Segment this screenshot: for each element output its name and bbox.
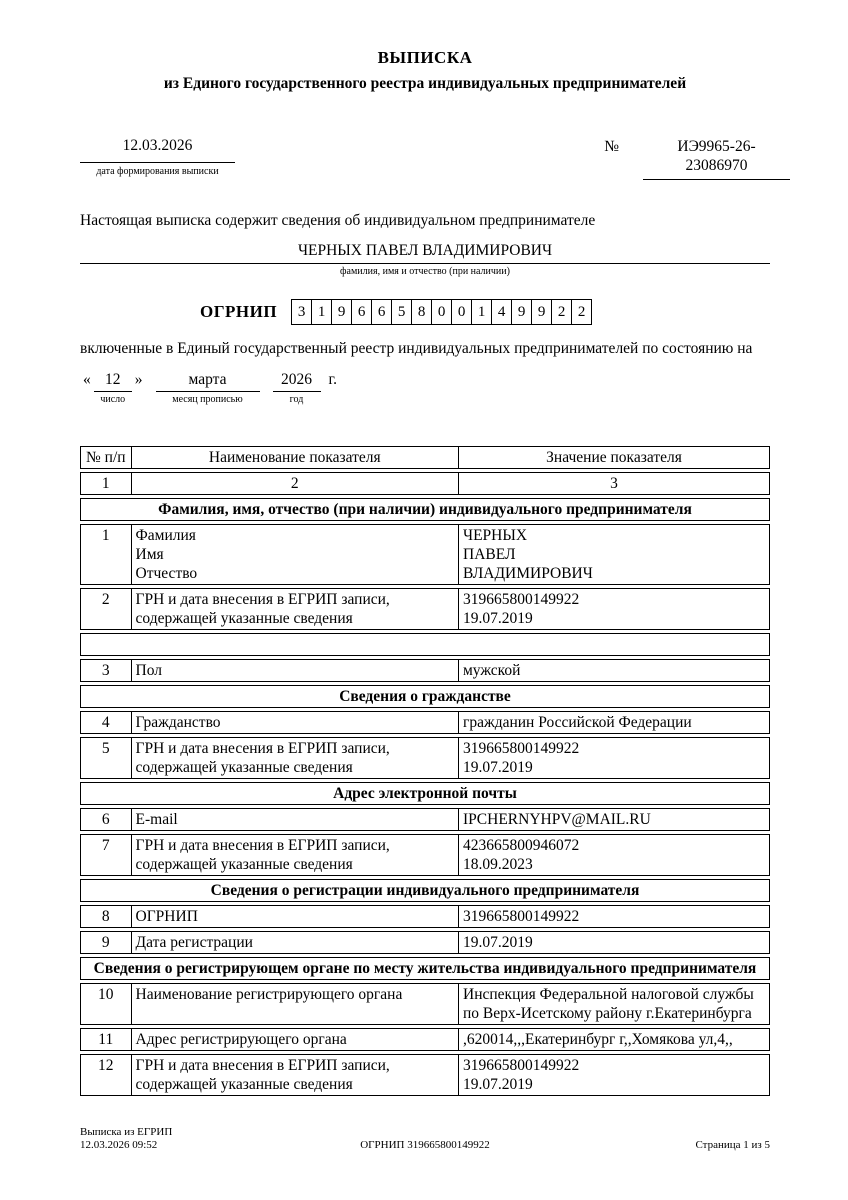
day-segment bbox=[94, 370, 132, 405]
month-segment bbox=[156, 370, 260, 405]
ogrnip-digit-box: 8 bbox=[411, 299, 432, 325]
indicator-name-cell: ГРН и дата внесения в ЕГРИП записи, содержащей указанные сведения bbox=[132, 1054, 459, 1096]
table-row bbox=[80, 588, 770, 630]
table-header-cell: Значение показателя bbox=[459, 446, 770, 469]
table-spacer-row bbox=[80, 633, 770, 656]
ogrnip-digit-box: 1 bbox=[311, 299, 332, 325]
footer bbox=[80, 1126, 770, 1152]
entrepreneur-name: ЧЕРНЫХ ПАВЕЛ ВЛАДИМИРОВИЧ bbox=[80, 242, 770, 264]
indicator-name-cell: Дата регистрации bbox=[132, 931, 459, 954]
page-title: ВЫПИСКА bbox=[377, 48, 473, 67]
form-date-caption: дата формирования выписки bbox=[96, 166, 219, 177]
indicator-value-cell: 319665800149922 19.07.2019 bbox=[459, 1054, 770, 1096]
table-section-row bbox=[80, 957, 770, 980]
ogrnip-digit-box: 5 bbox=[391, 299, 412, 325]
table-section-label: Фамилия, имя, отчество (при наличии) индивидуального предпринимателя bbox=[80, 498, 770, 521]
ogrnip-digit-box: 1 bbox=[471, 299, 492, 325]
row-number-cell: 1 bbox=[80, 524, 132, 585]
table-row bbox=[80, 1054, 770, 1096]
ogrnip-digit-box: 0 bbox=[451, 299, 472, 325]
footer-left bbox=[80, 1126, 290, 1152]
footer-ogrnip: ОГРНИП 319665800149922 bbox=[360, 1139, 490, 1151]
table-row bbox=[80, 737, 770, 779]
table-header-cell: Наименование показателя bbox=[132, 446, 459, 469]
column-number-cell: 2 bbox=[132, 472, 459, 495]
ogrnip-line bbox=[200, 299, 770, 325]
indicator-value-cell: мужской bbox=[459, 659, 770, 682]
ogrnip-label: ОГРНИП bbox=[200, 302, 278, 321]
row-number-cell: 12 bbox=[80, 1054, 132, 1096]
table-section-row bbox=[80, 498, 770, 521]
month-value: марта bbox=[156, 370, 260, 392]
month-caption: месяц прописью bbox=[172, 394, 243, 406]
ogrnip-digit-box: 6 bbox=[351, 299, 372, 325]
indicator-name-cell: Фамилия Имя Отчество bbox=[132, 524, 459, 585]
indicator-value-cell: гражданин Российской Федерации bbox=[459, 711, 770, 734]
table-section-row bbox=[80, 685, 770, 708]
table-row bbox=[80, 711, 770, 734]
table-section-row bbox=[80, 879, 770, 902]
table-row bbox=[80, 659, 770, 682]
doc-number-block bbox=[604, 137, 790, 180]
number-value bbox=[643, 137, 790, 180]
row-number-cell: 11 bbox=[80, 1028, 132, 1051]
table-section-label: Сведения о регистрации индивидуального предпринимателя bbox=[80, 879, 770, 902]
name-caption: фамилия, имя и отчество (при наличии) bbox=[340, 266, 510, 277]
ogrnip-digit-box: 4 bbox=[491, 299, 512, 325]
indicator-value-cell: 319665800149922 19.07.2019 bbox=[459, 588, 770, 630]
year-suffix: г. bbox=[328, 371, 337, 389]
indicator-name-cell: Адрес регистрирующего органа bbox=[132, 1028, 459, 1051]
table-header-row bbox=[80, 446, 770, 469]
form-date-block bbox=[80, 137, 235, 180]
table-row bbox=[80, 931, 770, 954]
indicator-name-cell: Наименование регистрирующего органа bbox=[132, 983, 459, 1025]
table-section-label: Сведения о регистрирующем органе по месту жительства индивидуального предпринимателя bbox=[80, 957, 770, 980]
indicator-value-cell: 19.07.2019 bbox=[459, 931, 770, 954]
indicator-name-cell: ГРН и дата внесения в ЕГРИП записи, содержащей указанные сведения bbox=[132, 737, 459, 779]
table-row bbox=[80, 524, 770, 585]
table-header-cell: № п/п bbox=[80, 446, 132, 469]
row-number-cell: 8 bbox=[80, 905, 132, 928]
ogrnip-boxes bbox=[291, 299, 592, 325]
table-spacer-cell bbox=[80, 633, 770, 656]
row-number-cell: 4 bbox=[80, 711, 132, 734]
extract-table-body bbox=[80, 446, 770, 1096]
table-row bbox=[80, 1028, 770, 1051]
row-number-cell: 7 bbox=[80, 834, 132, 876]
indicator-name-cell: Гражданство bbox=[132, 711, 459, 734]
indicator-value-cell: IPCHERNYHPV@MAIL.RU bbox=[459, 808, 770, 831]
row-number-cell: 2 bbox=[80, 588, 132, 630]
day-caption: число bbox=[100, 394, 126, 406]
year-segment bbox=[273, 370, 321, 405]
indicator-value-cell: 319665800149922 19.07.2019 bbox=[459, 737, 770, 779]
row-number-cell: 3 bbox=[80, 659, 132, 682]
row-number-cell: 6 bbox=[80, 808, 132, 831]
indicator-value-cell: ЧЕРНЫХ ПАВЕЛ ВЛАДИМИРОВИЧ bbox=[459, 524, 770, 585]
day-value: 12 bbox=[94, 370, 132, 392]
day-close-quote: » bbox=[134, 371, 143, 389]
indicator-name-cell: ГРН и дата внесения в ЕГРИП записи, содержащей указанные сведения bbox=[132, 588, 459, 630]
header-fields bbox=[80, 137, 770, 180]
table-section-label: Адрес электронной почты bbox=[80, 782, 770, 805]
row-number-cell: 10 bbox=[80, 983, 132, 1025]
as-of-date-line bbox=[80, 370, 770, 405]
number-sign: № bbox=[604, 138, 619, 155]
ogrnip-digit-box: 2 bbox=[571, 299, 592, 325]
footer-datetime: 12.03.2026 09:52 bbox=[80, 1139, 158, 1151]
year-caption: год bbox=[289, 394, 304, 406]
indicator-value-cell: ,620014,,,Екатеринбург г,,Хомякова ул,4,, bbox=[459, 1028, 770, 1051]
ogrnip-digit-box: 2 bbox=[551, 299, 572, 325]
table-row bbox=[80, 834, 770, 876]
number-line-1: ИЭ9965-26- bbox=[677, 138, 756, 155]
extract-table bbox=[80, 443, 770, 1099]
ogrnip-digit-box: 9 bbox=[531, 299, 552, 325]
indicator-value-cell: 423665800946072 18.09.2023 bbox=[459, 834, 770, 876]
included-text: включенные в Единый государственный реестр индивидуальных предпринимателей по состоянию на bbox=[80, 340, 753, 357]
indicator-value-cell: 319665800149922 bbox=[459, 905, 770, 928]
table-row bbox=[80, 905, 770, 928]
table-row bbox=[80, 983, 770, 1025]
footer-page-number: Страница 1 из 5 bbox=[695, 1139, 770, 1151]
ogrnip-digit-box: 3 bbox=[291, 299, 312, 325]
footer-doc-type: Выписка из ЕГРИП bbox=[80, 1126, 173, 1138]
table-row bbox=[80, 808, 770, 831]
year-value: 2026 bbox=[273, 370, 321, 392]
ogrnip-digit-box: 9 bbox=[511, 299, 532, 325]
indicator-name-cell: Пол bbox=[132, 659, 459, 682]
ogrnip-digit-box: 9 bbox=[331, 299, 352, 325]
indicator-name-cell: E-mail bbox=[132, 808, 459, 831]
column-number-cell: 3 bbox=[459, 472, 770, 495]
day-open-quote: « bbox=[83, 371, 91, 389]
table-section-label: Сведения о гражданстве bbox=[80, 685, 770, 708]
indicator-name-cell: ОГРНИП bbox=[132, 905, 459, 928]
row-number-cell: 9 bbox=[80, 931, 132, 954]
form-date-value: 12.03.2026 bbox=[80, 137, 235, 163]
column-number-row bbox=[80, 472, 770, 495]
ogrnip-digit-box: 6 bbox=[371, 299, 392, 325]
row-number-cell: 5 bbox=[80, 737, 132, 779]
document-subtitle: из Единого государственного реестра индивидуальных предпринимателей bbox=[163, 75, 687, 92]
intro-text: Настоящая выписка содержит сведения об индивидуальном предпринимателе bbox=[80, 212, 596, 229]
indicator-name-cell: ГРН и дата внесения в ЕГРИП записи, содержащей указанные сведения bbox=[132, 834, 459, 876]
column-number-cell: 1 bbox=[80, 472, 132, 495]
table-section-row bbox=[80, 782, 770, 805]
number-line-2: 23086970 bbox=[685, 157, 748, 174]
ogrnip-digit-box: 0 bbox=[431, 299, 452, 325]
indicator-value-cell: Инспекция Федеральной налоговой службы по Верх-Исетскому району г.Екатеринбурга bbox=[459, 983, 770, 1025]
